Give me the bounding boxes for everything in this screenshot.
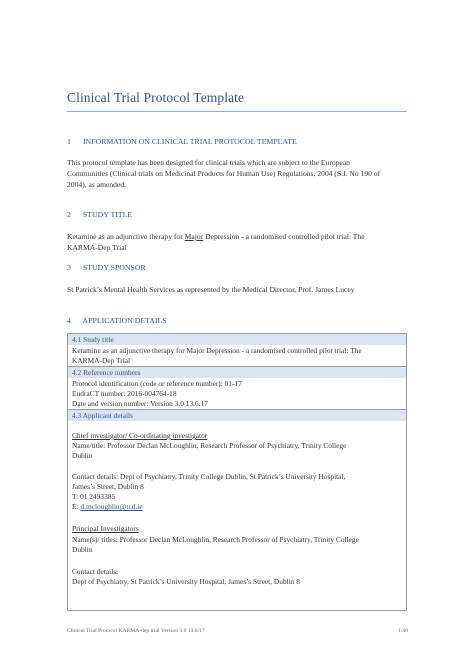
text-line: Date and version number: Version 3.0 13.6.17 [72,399,208,409]
text-line: Communities (Clinical trials on Medicinal Products for Human Use) Regulations, 2004 (S.I. No 190 of [67,169,381,178]
text-line: Dublin [72,544,93,554]
section-number: 2 [67,210,71,219]
text-line: Contact details: Dept of Psychiatry, Trinity College Dublin, St Patrick’s University Hospital, [72,471,346,481]
text-line: James’s Street, Dublin 8 [72,481,144,491]
section-number: 1 [67,137,71,146]
text-line: Dublin [72,451,93,461]
text-line: T: 01 2493385 [72,492,116,502]
text-line: KARMA-Dep Trial [72,356,131,366]
text-fragment: Ketamine as an adjunctive therapy for [67,232,185,241]
row-heading: 4.3 Applicant details [68,410,406,421]
text-fragment: Depression - a randomised controlled pilot trial: The [203,232,365,241]
row-heading: 4.2 Reference numbers [68,367,406,378]
section-2-body [67,231,411,253]
section-title: APPLICATION DETAILS [82,316,167,325]
section-number: 4 [67,316,71,325]
section-2-heading [67,210,132,219]
table-row-study-title [68,334,406,367]
text-line: Ketamine as an adjunctive therapy for Major Depression - a randomised controlled pilot trial: The [72,346,362,355]
row-heading: 4.1 Study title [68,334,406,345]
email-line [68,502,406,512]
text-line: 2004), as amended. [67,180,127,189]
section-title: STUDY SPONSOR [82,263,146,272]
table-row-applicant-details [68,410,406,610]
section-1-body [67,157,411,190]
text-line: Contact details: [72,567,119,577]
section-title: STUDY TITLE [82,210,133,219]
email-label: E: [72,502,81,512]
section-4-heading [67,316,167,325]
text-line: This protocol template has been designed for clinical trials which are subject to the European [67,158,350,167]
table-row-reference-numbers [68,367,406,410]
underlined-text: Major [184,232,204,241]
text-line: EudraCT number: 2016-004764-18 [72,389,177,399]
title-divider [67,111,407,112]
email-link[interactable]: d.mcloughlin@tcd.ie [80,502,143,512]
principal-investigators-heading: Principal Investigators [72,524,139,534]
section-3-heading [67,263,146,272]
document-title: Clinical Trial Protocol Template [67,90,245,105]
section-title: INFORMATION ON CLINICAL TRIAL PROTOCOL TEMPLATE [82,137,297,146]
text-line: Protocol identification (code or reference number): 01-17 [72,379,242,388]
footer-document-info: Clinical Trial Protocol KARMA-dep trial Version 3.0 13.6/17 [67,628,205,634]
page-number: 1/40 [398,628,408,634]
text-line: Name(s)/ titles: Professor Declan McLoughlin, Research Professor of Psychiatry, Trinity College [72,534,359,544]
spacer [68,421,406,431]
section-3-body [67,284,411,295]
spacer [68,462,406,472]
text-line [67,231,411,242]
text-line: Dept of Psychiatry, St Patrick’s University Hospital, James’s Street, Dublin 8 [72,577,300,587]
section-1-heading [67,137,297,146]
text-line: Name/title: Professor Declan McLoughlin, Research Professor of Psychiatry, Trinity College [72,441,347,451]
spacer [68,555,406,567]
chief-investigator-heading: Chief investigator/ Co-ordinating investigator [72,431,208,440]
spacer [68,512,406,524]
application-details-table [67,333,407,611]
section-number: 3 [67,263,71,272]
text-line: KARMA-Dep Trial [67,243,127,252]
text-line: St Patrick’s Mental Health Services as represented by the Medical Director, Prof. James Lucey [67,285,355,294]
